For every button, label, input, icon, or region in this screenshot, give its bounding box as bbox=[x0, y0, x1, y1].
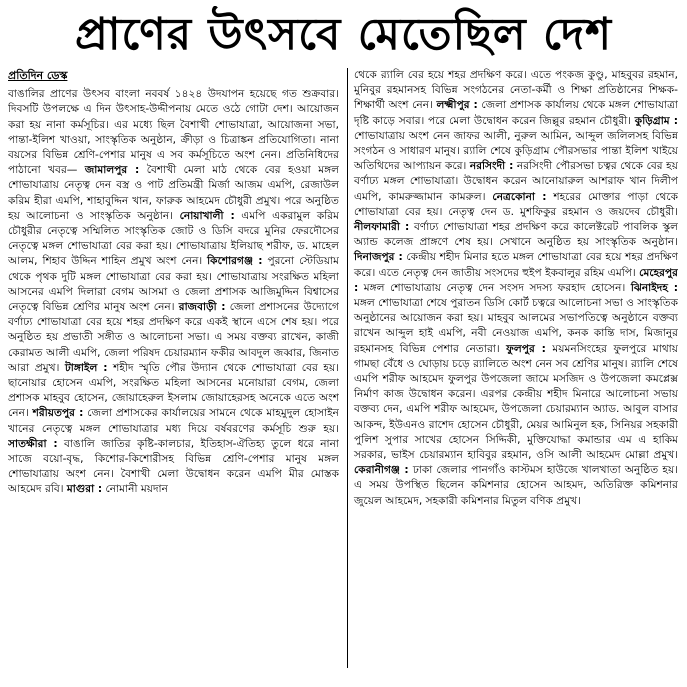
district-report: বৈশাখী মেলা মাঠ থেকে বের হওয়া মঙ্গল শোভাযাত্রায় নেতৃত্ব দেন বস্ত্র ও পাট প্রতিমন্ত্রী মির্জা আজম এমপি, রেজাউল করিম হীরা এমপি, শাহাবুদ্দিন খান, ফারুক আহমেদ চৌধুরী প্রমুখ। পরে অনুষ্ঠিত হয় আলোচনা ও সাংস্কৃতিক অনুষ্ঠান। bbox=[8, 164, 339, 222]
district-name: রাজবাড়ী : bbox=[178, 301, 226, 314]
article-body bbox=[8, 68, 679, 668]
district-report: শোভাযাত্রায় অংশ নেন জাফর আলী, নুরুল আমিন, আব্দুল জলিলসহ বিভিন্ন সংগঠন ও সাধারণ মানুষ। র‍্যালি শেষে কুড়িগ্রাম পৌরসভার পান্তা ইলিশ খাইয়ে অতিথিদের আপ্যায়ন করে। bbox=[354, 129, 678, 173]
district-name: কেরানীগঞ্জ : bbox=[354, 464, 409, 477]
district-name: নীলফামারী : bbox=[354, 221, 410, 234]
byline: প্রতিদিন ডেস্ক bbox=[8, 69, 68, 82]
district-name: ঝিনাইদহ : bbox=[630, 281, 678, 294]
district-report: এমপি একরামুল করিম চৌধুরীর নেতৃত্বে সম্মিলিত সাংস্কৃতিক জোট ও ডিসি বদরে মুনির ফেরদৌসের নেতৃত্বে মঙ্গল শোভাযাত্রা বের করা হয়। শোভাযাত্রায় ইলিয়াছ শরীফ, ড. মাহেল আলম, শিহাব উদ্দিন শাহিন প্রমুখ অংশ নেন। bbox=[8, 209, 339, 268]
district-name: ফুলপুর : bbox=[506, 342, 546, 355]
district-report: মঙ্গল শোভাযাত্রায় নেতৃত্ব দেন সংসদ সদস্য ফরহাদ হোসেন। bbox=[358, 281, 626, 294]
district-report: জেলা প্রশাসকের কার্যালয়ের সামনে থেকে মাহমুদুল হোসাইন খানের নেতৃত্বে মঙ্গল শোভাযাত্রার মধ্য দিয়ে বর্ষবরণের কর্মসূচি শুরু হয়। bbox=[8, 407, 339, 435]
column-left bbox=[8, 68, 339, 668]
district-report: শহীদ স্মৃতি পৌর উদ্যান থেকে শোভাযাত্রা বের হয়। ছানোয়ার হোসেন এমপি, সংরক্ষিত মহিলা আসনের মনোয়ারা বেগম, জেলা প্রশাসক মাহবুব হোসেন, জোয়াহেরুল ইসলাম জোয়াহেরসহ অনেকে এতে অংশ নেন। bbox=[8, 361, 339, 420]
district-name: মেহেরপুর : bbox=[354, 266, 678, 294]
district-name: টাঙ্গাইল : bbox=[65, 361, 108, 374]
column-right-lead: থেকে র‍্যালি বের হয়ে শহর প্রদক্ষিণ করে। এতে পংকজ কুণ্ডু, মাহবুবর রহমান, মুনিবুর রহমানসহ বিভিন্ন সংগঠনের নেতা-কর্মী ও শিক্ষা প্রতিষ্ঠানের শিক্ষক-শিক্ষার্থী অংশ নেন। bbox=[354, 69, 678, 112]
column-right bbox=[347, 68, 678, 668]
district-report: বাঙালি জাতির কৃষ্টি-কালচার, ইতিহাস-ঐতিহ্য তুলে ধরে নানা সাজে বয়ো-বৃদ্ধ, কিশোর-কিশোরীসহ বিভিন্ন শ্রেণি-পেশার মানুষ মঙ্গল শোভাযাত্রায় অংশ নেন। বৈশাখী মেলা উদ্বোধন করেন এমপি মীর মোস্তক আহমেদ রবি। bbox=[8, 437, 339, 496]
district-report: নরসিংদী পৌরসভা চত্বর থেকে বের হয় বর্ণাঢ্য মঙ্গল শোভাযাত্রা। উদ্বোধন করেন আনোয়ারুল আশরাফ খান দিলীপ এমপি, কামরুজ্জামান কামরুল। bbox=[354, 160, 678, 203]
district-report: বর্ণাঢ্য শোভাযাত্রা শহর প্রদক্ষিণ করে কালেক্টরেট পাবলিক স্কুল অ্যান্ড কলেজ প্রাঙ্গণে শেষ হয়। সেখানে অনুষ্ঠিত হয় সাংস্কৃতিক অনুষ্ঠান। bbox=[354, 221, 678, 249]
district-name: মাগুরা : bbox=[66, 483, 103, 496]
district-report: পুরনো স্টেডিয়াম থেকে পৃথক দুটি মঙ্গল শোভাযাত্রা বের করা হয়। শোভাযাত্রায় সংরক্ষিত মহিলা আসনের এমপি দিলারা বেগম আসমা ও জেলা প্রশাসক আজিমুদ্দিন বিশ্বাসের নেতৃত্বে বিভিন্ন শ্রেণির মানুষ অংশ নেন। bbox=[8, 255, 339, 314]
district-report: শহরের মোক্তার পাড়া থেকে শোভাযাত্রা বের হয়। নেতৃত্ব দেন ড. মুশফিকুর রহমান ও জয়দেব চৌধুরী। bbox=[354, 190, 678, 218]
district-name: নোয়াখালী : bbox=[179, 209, 235, 222]
district-name: নেত্রকোনা : bbox=[492, 190, 547, 203]
district-name: সাতক্ষীরা : bbox=[8, 437, 58, 450]
district-name: লক্ষ্মীপুর : bbox=[436, 99, 478, 112]
district-name: দিনাজপুর : bbox=[354, 251, 403, 264]
district-name: কুড়িগ্রাম : bbox=[634, 114, 678, 127]
district-report: মঙ্গল শোভাযাত্রা শেষে পুরাতন ডিসি কোর্ট চত্বরে আলোচনা সভা ও সাংস্কৃতিক অনুষ্ঠানের আয়োজন করা হয়। মাহবুব আলমের সভাপতিত্বে অনুষ্ঠানে বক্তব্য রাখেন আব্দুল হাই এমপি, নবী নেওয়াজ এমপি, কনক কান্তি দাস, মিজানুর রহমানসহ বিভিন্ন পেশার নেতারা। bbox=[354, 297, 678, 355]
district-report: জেলা প্রশাসক কার্যালয় থেকে মঙ্গল শোভাযাত্রা দৃষ্টি কাড়ে সবার। পরে মেলা উদ্বোধন করেন জিল্লুর রহমান চৌধুরী। bbox=[354, 99, 678, 127]
district-name: জামালপুর : bbox=[84, 164, 140, 177]
column-right-text bbox=[354, 68, 678, 509]
district-report: ঢাকা জেলার পানগাঁও কাস্টমস হাউজে খালখাতা অনুষ্ঠিত হয়। এ সময় উপস্থিত ছিলেন কমিশনার হোসেন আহমদ, অতিরিক্ত কমিশনার জুয়েল আহমেদ, সহকারী কমিশনার মিতুল বণিক প্রমুখ। bbox=[354, 464, 678, 507]
district-name: শরীয়তপুর : bbox=[32, 407, 84, 420]
column-left-text bbox=[8, 87, 339, 497]
intro-text: বাঙালির প্রাণের উৎসব বাংলা নববর্ষ ১৪২৪ উদযাপন হয়েছে গত শুক্রবার। দিবসটি উপলক্ষে এ দিন উৎসাহ-উদ্দীপনায় মেতে ওঠে গোটা দেশ। আয়োজন করা হয় নানা কর্মসূচির। এর মধ্যে ছিল বৈশাখী শোভাযাত্রা, আয়োজনা সভা, পান্তা-ইলিশ খাওয়া, সাংস্কৃতিক অনুষ্ঠান, ক্রীড়া ও চিত্রাঙ্কন প্রতিযোগিতা। নানা বয়সের বিভিন্ন শ্রেণি-পেশার মানুষ এ সব কর্মসূচিতে অংশ নেন। প্রতিনিধিদের পাঠানো খবর— bbox=[8, 88, 339, 177]
headline: প্রাণের উৎসবে মেতেছিল দেশ bbox=[74, 9, 613, 60]
district-report: নোমানী ময়দান bbox=[102, 483, 168, 496]
district-report: ময়মনসিংহের ফুলপুরে মাথায় গামছা বেঁধে ও ঘোড়ায় চড়ে র‍্যালিতে অংশ নেন সব শ্রেণির মানুষ। র‍্যালি শেষে এমপি শরীফ আহমেদ ফুলপুর উপজেলা জামে মসজিদ ও উপজেলা কমপ্লেক্স নির্মাণ কাজ উদ্বোধন করেন। এরপর কেন্দ্রীয় শহীদ মিনারে আলোচনা সভায় বক্তব্য দেন, এমপি শরীফ আহমেদ, উপজেলা চেয়ারম্যান অ্যাড. আবুল বাসার আকন্দ, ইউএনও রাশেদ হোসেন চৌধুরী, মেয়র আমিনুল হক, সিনিয়র সহকারী পুলিশ সুপার সাখের হোসেন সিদ্দিকী, মুক্তিযোদ্ধা কমান্ডার এম এ হাকিম সরকার, ভাইস চেয়ারম্যান হাবিবুর রহমান, ওসি আলী আহমেদ মোল্লা প্রমুখ। bbox=[354, 342, 678, 462]
district-name: নরসিংদী : bbox=[469, 160, 514, 173]
district-name: কিশোরগঞ্জ : bbox=[207, 255, 263, 268]
district-report: কেন্দ্রীয় শহীদ মিনার হতে মঙ্গল শোভাযাত্রা বের হয়ে শহর প্রদক্ষিণ করে। এতে নেতৃত্ব দেন জাতীয় সংসদের হুইপ ইকবালুর রহিম এমপি। bbox=[354, 251, 678, 279]
district-report: জেলা প্রশাসনের উদ্যোগে বর্ণাঢ্য শোভাযাত্রা বের হয়ে শহর প্রদক্ষিণ করে একই স্থানে এসে শেষ হয়। পরে অনুষ্ঠিত হয় প্রভাতী সঙ্গীত ও আলোচনা সভা। এ সময় বক্তব্য রাখেন, কাজী কেরামত আলী এমপি, জেলা পরিষদ চেয়ারম্যান ফকীর আবদুল জব্বার, জিনাত আরা প্রমুখ। bbox=[8, 301, 339, 374]
